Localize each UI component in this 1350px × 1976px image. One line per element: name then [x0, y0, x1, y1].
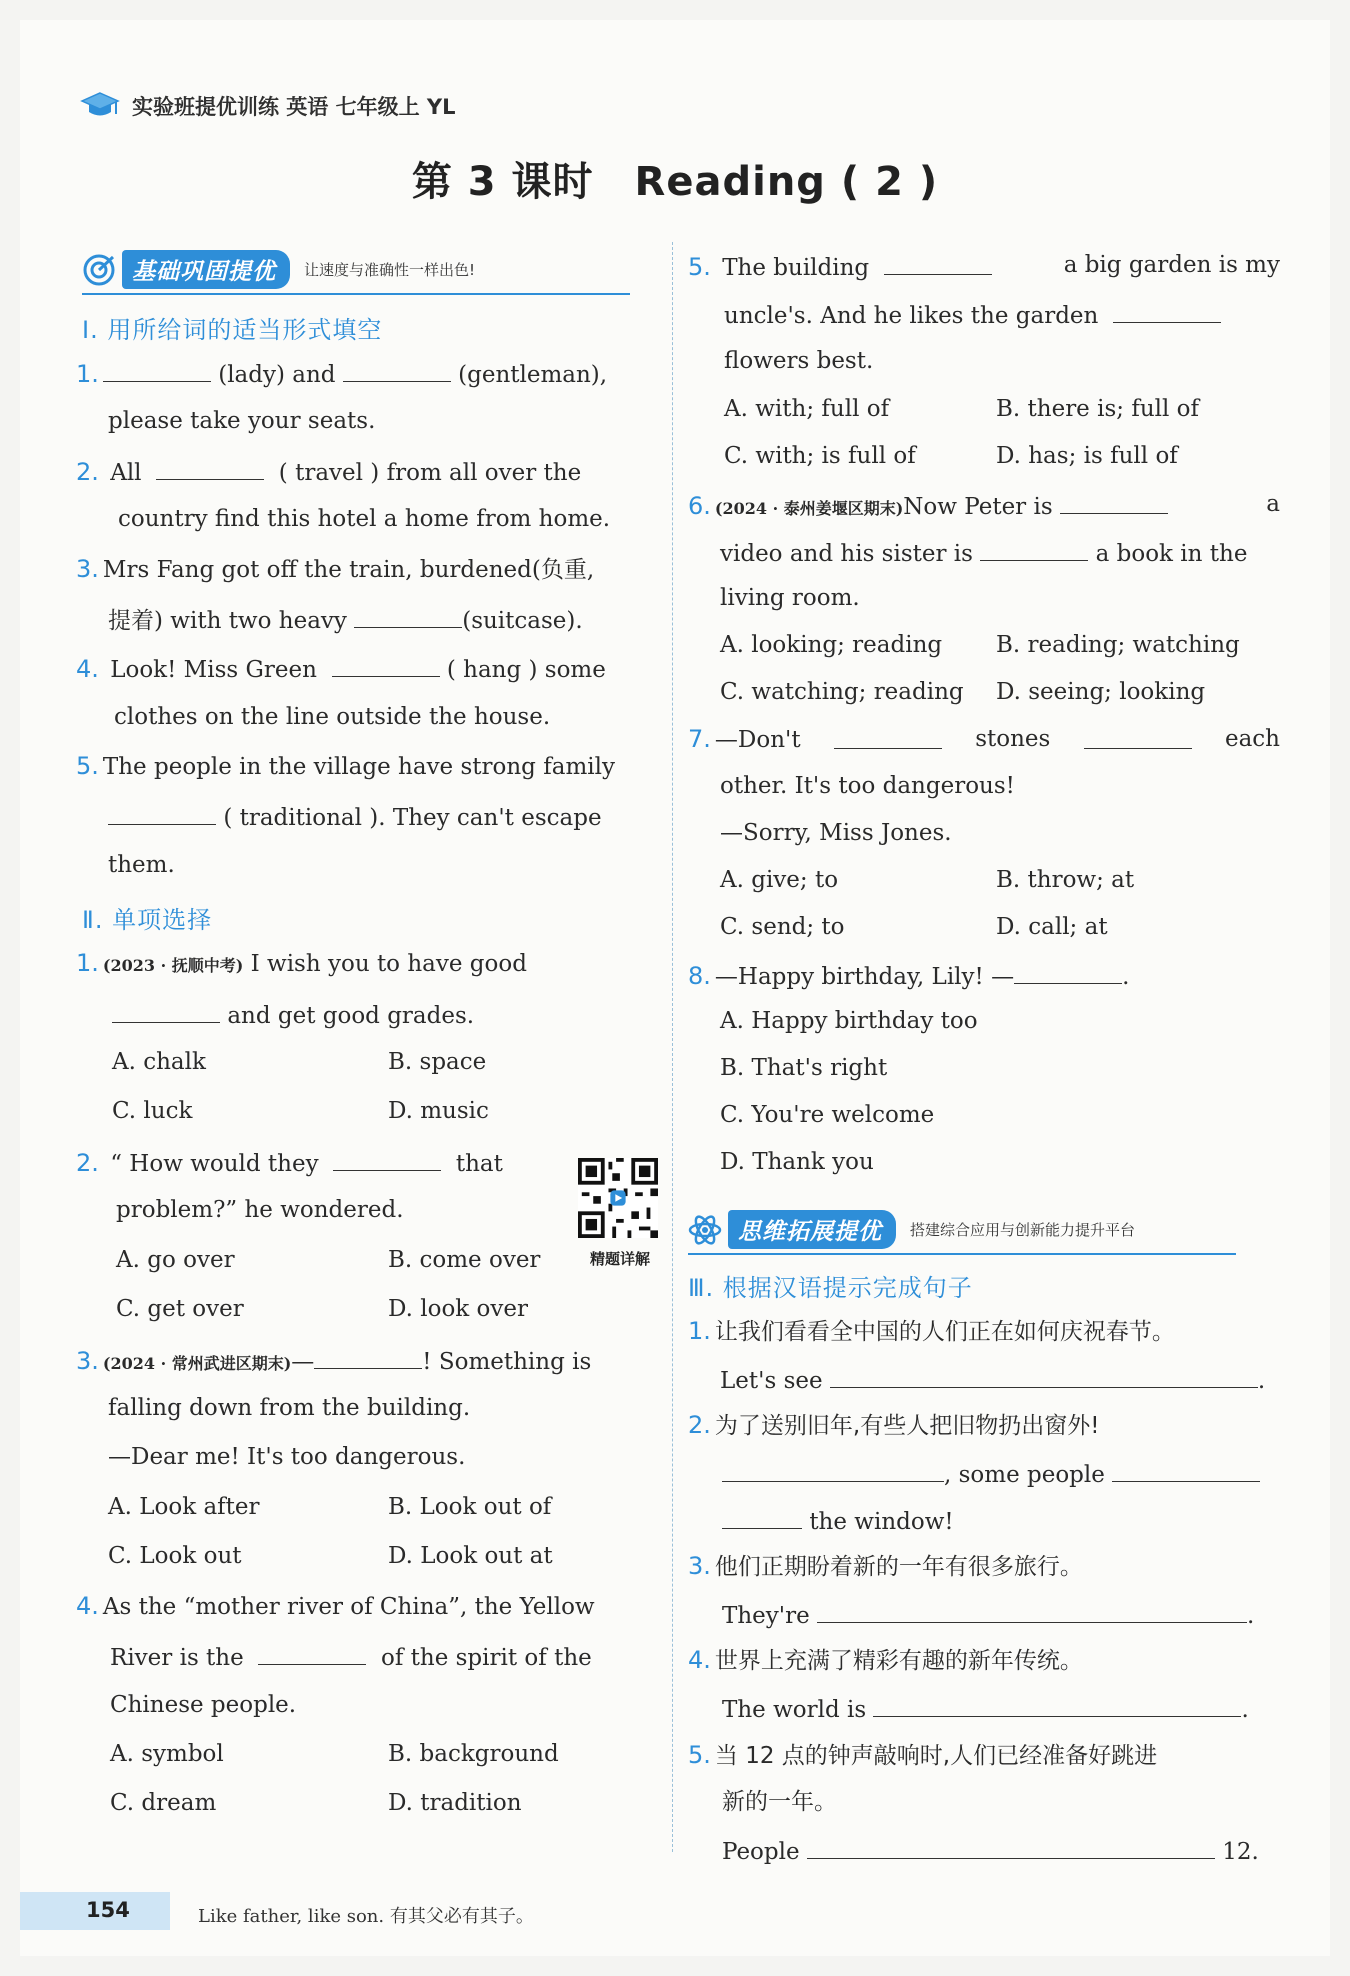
s2-q5-line2: uncle's. And he likes the garden	[724, 298, 1221, 331]
s2-q1-option-a[interactable]: A. chalk	[112, 1049, 206, 1075]
s2-q5-option-a[interactable]: A. with; full of	[724, 396, 890, 422]
s2-q2-line1: 2. “ How would they that	[76, 1146, 503, 1179]
answer-blank[interactable]	[1060, 489, 1168, 514]
answer-blank[interactable]	[722, 1504, 802, 1529]
s3-q1-line2: Let's see .	[720, 1363, 1265, 1396]
banner-extend-rule	[688, 1253, 1236, 1255]
answer-blank[interactable]	[834, 724, 942, 749]
s1-q4-line2: clothes on the line outside the house.	[114, 704, 551, 730]
s2-q5-line1: 5. The building a big garden is my	[688, 252, 1280, 281]
s2-q5-option-c[interactable]: C. with; is full of	[724, 443, 916, 469]
s1-q5-line2: ( traditional ). They can't escape	[108, 800, 602, 833]
answer-blank[interactable]	[722, 1457, 944, 1482]
s3-q3-line2: They're .	[722, 1598, 1254, 1631]
s2-q5-option-b[interactable]: B. there is; full of	[996, 396, 1200, 422]
s2-q7-option-a[interactable]: A. give; to	[720, 867, 839, 893]
s2-q7-line2: other. It's too dangerous!	[720, 773, 1015, 799]
s2-q1-line2: and get good grades.	[112, 998, 474, 1031]
s3-q2-line2: , some people	[722, 1457, 1260, 1490]
s2-q4-option-c[interactable]: C. dream	[110, 1790, 217, 1816]
banner-extend-label: 思维拓展提优	[728, 1210, 896, 1249]
s3-q5-line2: 新的一年。	[722, 1789, 837, 1815]
s2-q7-line3: —Sorry, Miss Jones.	[720, 820, 952, 846]
answer-blank[interactable]	[333, 1146, 441, 1171]
answer-blank[interactable]	[112, 998, 220, 1023]
s2-q3-option-b[interactable]: B. Look out of	[388, 1494, 552, 1520]
banner-basic-rule	[82, 293, 630, 295]
s2-q6-option-b[interactable]: B. reading; watching	[996, 632, 1240, 658]
s1-q4-line1: 4. Look! Miss Green ( hang ) some	[76, 652, 606, 685]
book-header	[80, 90, 456, 122]
column-divider	[672, 242, 673, 1852]
s3-q4-line2: The world is .	[722, 1692, 1249, 1725]
answer-blank[interactable]	[156, 455, 264, 480]
answer-blank[interactable]	[884, 250, 992, 275]
answer-blank[interactable]	[807, 1834, 1215, 1859]
s1-q1-line1: 1. (lady) and (gentleman),	[76, 357, 607, 390]
lesson-title: 第 3 课时 Reading ( 2 )	[411, 159, 939, 205]
answer-blank[interactable]	[258, 1640, 366, 1665]
s2-q3-line2: falling down from the building.	[108, 1395, 471, 1421]
s3-q2-line3: the window!	[722, 1504, 954, 1537]
banner-basic-label: 基础巩固提优	[122, 250, 290, 289]
answer-blank[interactable]	[1084, 724, 1192, 749]
answer-blank[interactable]	[817, 1598, 1247, 1623]
s2-q7-line1: 7. —Don't stones each	[688, 725, 1280, 753]
s3-q1-line1: 1. 让我们看看全中国的人们正在如何庆祝春节。	[688, 1317, 1175, 1345]
s2-q1-option-b[interactable]: B. space	[388, 1049, 487, 1075]
s2-q8-option-a[interactable]: A. Happy birthday too	[720, 1008, 978, 1034]
s2-q7-option-b[interactable]: B. throw; at	[996, 867, 1135, 893]
banner-extend	[688, 1210, 1135, 1249]
answer-blank[interactable]	[980, 536, 1088, 561]
s2-q4-line3: Chinese people.	[110, 1692, 297, 1718]
answer-blank[interactable]	[354, 603, 462, 628]
s2-q2-option-c[interactable]: C. get over	[116, 1296, 244, 1322]
s3-q2-line1: 2. 为了送别旧年,有些人把旧物扔出窗外!	[688, 1411, 1100, 1439]
s2-q5-option-d[interactable]: D. has; is full of	[996, 443, 1178, 469]
answer-blank[interactable]	[103, 357, 211, 382]
s3-q3-line1: 3. 他们正期盼着新的一年有很多旅行。	[688, 1552, 1083, 1580]
s2-q4-option-b[interactable]: B. background	[388, 1741, 559, 1767]
s2-q4-line2: River is the of the spirit of the	[110, 1640, 592, 1673]
s2-q2-option-d[interactable]: D. look over	[388, 1296, 528, 1322]
s2-q6-line1: 6. (2024 · 泰州姜堰区期末)Now Peter is a	[688, 491, 1280, 520]
s2-q1-option-c[interactable]: C. luck	[112, 1098, 193, 1124]
s1-q3-line1: 3. Mrs Fang got off the train, burdened(负重,	[76, 555, 595, 583]
s2-q6-line3: living room.	[720, 585, 860, 611]
s2-q7-option-c[interactable]: C. send; to	[720, 914, 845, 940]
qr-code-icon[interactable]	[578, 1158, 658, 1238]
target-check-icon	[82, 253, 116, 287]
s2-q8-line1: 8. —Happy birthday, Lily! — .	[688, 959, 1129, 992]
answer-blank[interactable]	[332, 652, 440, 677]
qr-label: 精题详解	[589, 1250, 650, 1268]
answer-blank[interactable]	[1014, 959, 1122, 984]
s2-q3-option-c[interactable]: C. Look out	[108, 1543, 242, 1569]
s2-q8-option-b[interactable]: B. That's right	[720, 1055, 888, 1081]
s1-q5-line3: them.	[108, 852, 175, 878]
s2-q6-option-a[interactable]: A. looking; reading	[720, 632, 943, 658]
footer-proverb: Like father, like son. 有其父必有其子。	[198, 1906, 534, 1927]
s3-q5-line3: People 12.	[722, 1834, 1259, 1867]
section-2-title: Ⅱ. 单项选择	[82, 906, 213, 934]
s2-q4-line1: 4. As the “mother river of China”, the Yellow	[76, 1592, 595, 1620]
s1-q3-line2: 提着) with two heavy (suitcase).	[108, 603, 583, 636]
section-3-title: Ⅲ. 根据汉语提示完成句子	[688, 1274, 973, 1302]
s2-q5-line3: flowers best.	[724, 348, 874, 374]
answer-blank[interactable]	[873, 1692, 1241, 1717]
banner-extend-sub: 搭建综合应用与创新能力提升平台	[910, 1221, 1136, 1239]
s2-q2-option-a[interactable]: A. go over	[116, 1247, 235, 1273]
page-number: 154	[86, 1898, 130, 1922]
answer-blank[interactable]	[314, 1344, 422, 1369]
s2-q7-option-d[interactable]: D. call; at	[996, 914, 1108, 940]
s3-q5-line1: 5. 当 12 点的钟声敲响时,人们已经准备好跳进	[688, 1741, 1158, 1769]
s2-q1-option-d[interactable]: D. music	[388, 1098, 489, 1124]
s1-q5-line1: 5. The people in the village have strong family	[76, 752, 615, 780]
atom-icon	[688, 1213, 722, 1247]
answer-blank[interactable]	[343, 357, 451, 382]
s2-q1-line1: 1. (2023 · 抚顺中考) I wish you to have good	[76, 949, 527, 977]
s2-q6-option-d[interactable]: D. seeing; looking	[996, 679, 1206, 705]
section-1-title: Ⅰ. 用所给词的适当形式填空	[82, 316, 383, 344]
s2-q3-option-d[interactable]: D. Look out at	[388, 1543, 553, 1569]
s2-q3-option-a[interactable]: A. Look after	[108, 1494, 260, 1520]
header-text: 实验班提优训练 英语 七年级上 YL	[132, 95, 456, 119]
graduation-cap-icon	[80, 90, 120, 122]
answer-blank[interactable]	[1113, 298, 1221, 323]
s2-q4-option-a[interactable]: A. symbol	[110, 1741, 224, 1767]
s2-q4-option-d[interactable]: D. tradition	[388, 1790, 522, 1816]
s2-q8-option-c[interactable]: C. You're welcome	[720, 1102, 935, 1128]
s3-q4-line1: 4. 世界上充满了精彩有趣的新年传统。	[688, 1646, 1083, 1674]
s1-q2-line1: 2. All ( travel ) from all over the	[76, 455, 581, 488]
s2-q3-line3: —Dear me! It's too dangerous.	[108, 1444, 466, 1470]
s2-q3-line1: 3. (2024 · 常州武进区期末)— ! Something is	[76, 1344, 591, 1379]
s2-q2-option-b[interactable]: B. come over	[388, 1247, 541, 1273]
answer-blank[interactable]	[108, 800, 216, 825]
s2-q6-line2: video and his sister is a book in the	[720, 536, 1247, 569]
answer-blank[interactable]	[1112, 1457, 1260, 1482]
s2-q2-line2: problem?” he wondered.	[116, 1197, 404, 1223]
banner-basic	[82, 250, 475, 289]
s1-q2-line2: country find this hotel a home from home.	[118, 506, 611, 532]
s2-q8-option-d[interactable]: D. Thank you	[720, 1149, 874, 1175]
banner-basic-sub: 让速度与准确性一样出色!	[304, 261, 476, 279]
answer-blank[interactable]	[830, 1363, 1258, 1388]
s2-q6-option-c[interactable]: C. watching; reading	[720, 679, 964, 705]
s1-q1-line2: please take your seats.	[108, 408, 376, 434]
